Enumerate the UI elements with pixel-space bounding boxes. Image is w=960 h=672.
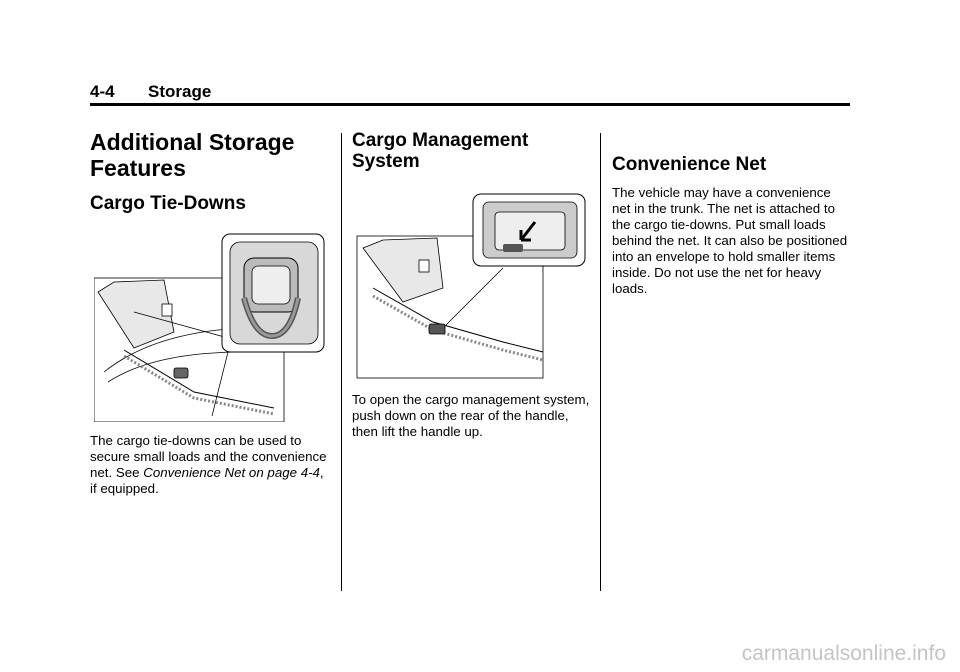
cargo-management-heading: Cargo Management System: [352, 130, 529, 172]
cargo-management-illustration: [353, 192, 587, 380]
header-rule: [90, 103, 850, 106]
additional-storage-heading: Additional Storage Features: [90, 129, 295, 181]
tie-downs-body: The cargo tie-downs can be used to secure small loads and the convenience net. See Convenience Net on page 4-4, if equipped.: [90, 433, 327, 496]
watermark: carmanualsonline.info: [741, 642, 946, 665]
column-divider-1: [341, 133, 342, 591]
convenience-net-body: The vehicle may have a convenience net in the trunk. The net is attached to the cargo tie-downs. Put small loads behind the net. It can also be positioned into an envelope to hold smaller items inside. Do not use the net for heavy loads.: [612, 185, 848, 296]
cargo-tie-downs-heading: Cargo Tie-Downs: [90, 193, 246, 214]
cargo-management-body: To open the cargo management system, push down on the rear of the handle, then lift the handle up.: [352, 392, 590, 439]
page-header: [90, 82, 211, 102]
convenience-net-heading: Convenience Net: [612, 154, 767, 175]
cargo-tie-down-illustration: [94, 232, 326, 422]
column-divider-2: [600, 133, 601, 591]
convenience-net-link[interactable]: Convenience Net on page 4-4: [143, 465, 320, 480]
section-title: Storage: [148, 82, 212, 101]
page-number: 4-4: [90, 82, 115, 101]
